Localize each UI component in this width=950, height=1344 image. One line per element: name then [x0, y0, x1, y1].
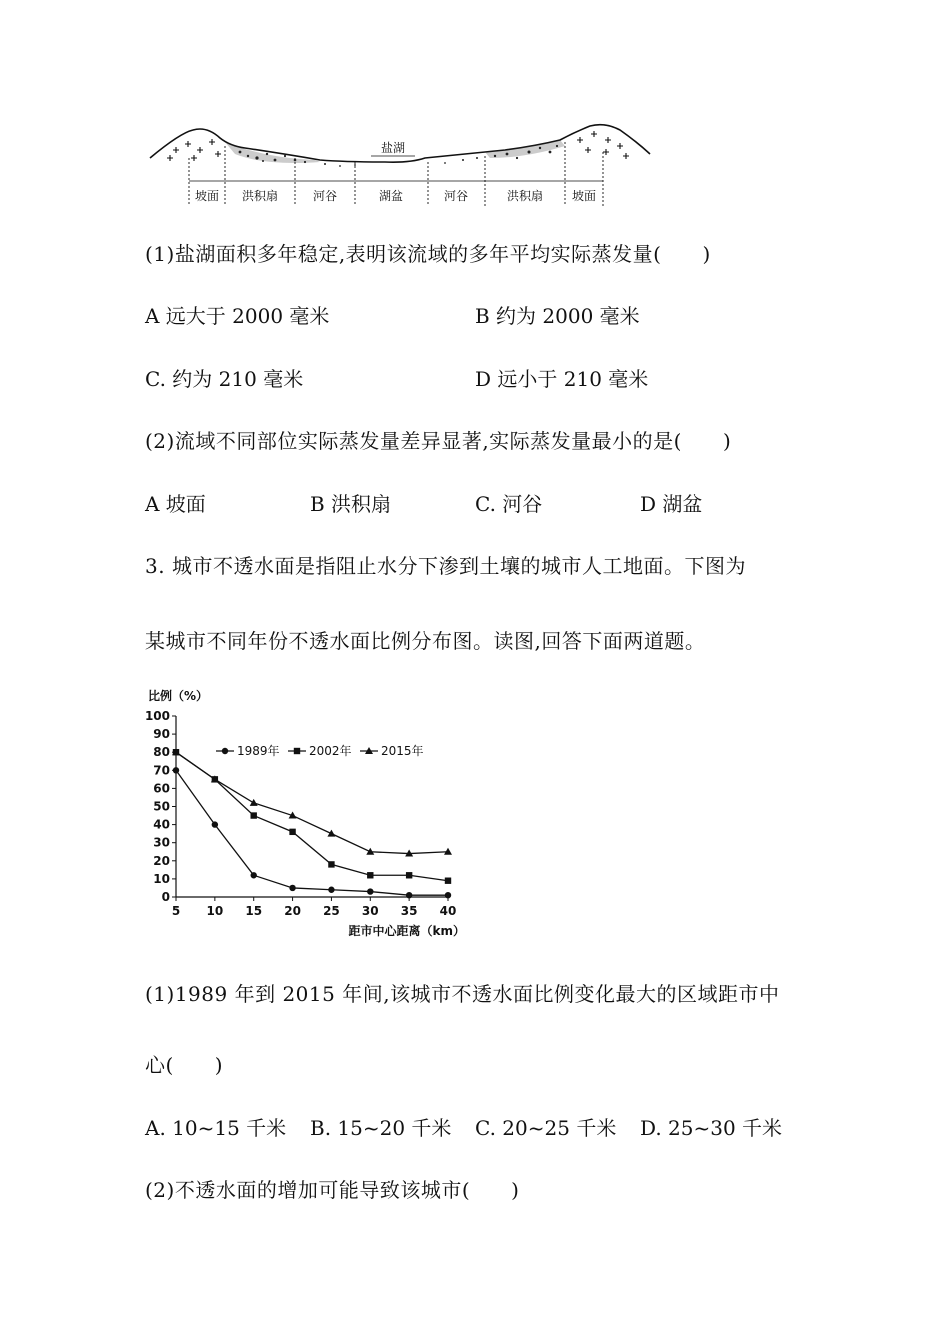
zone-label-alluvial-fan-right: 洪积扇 [506, 189, 544, 203]
y-tick-label: 50 [153, 799, 170, 814]
data-point-series-0 [289, 885, 295, 891]
x-tick-label: 15 [245, 904, 263, 918]
x-tick-label: 30 [361, 904, 379, 918]
data-point-series-1 [328, 861, 334, 867]
question-2-1-stem: (1)盐湖面积多年稳定,表明该流域的多年平均实际蒸发量( ) [145, 242, 711, 266]
data-point-series-0 [212, 821, 218, 827]
y-axis-label: 比例（%） [148, 689, 209, 703]
option-2-1-c[interactable]: C. 约为 210 毫米 [145, 367, 304, 391]
y-tick-label: 90 [153, 727, 170, 742]
y-tick-label: 10 [153, 871, 170, 886]
data-point-series-0 [367, 888, 373, 894]
y-tick-label: 20 [153, 853, 170, 868]
legend-label-2: 2015年 [381, 744, 424, 758]
question-2-2-stem: (2)流域不同部位实际蒸发量差异显著,实际蒸发量最小的是( ) [145, 429, 732, 453]
data-point-series-1 [367, 872, 373, 878]
y-tick-label: 80 [153, 745, 170, 760]
option-2-2-a[interactable]: A 坡面 [145, 492, 206, 516]
question-3-2-stem: (2)不透水面的增加可能导致该城市( ) [145, 1178, 520, 1202]
data-point-series-1 [251, 812, 257, 818]
y-tick-label: 40 [153, 817, 170, 832]
series-line-1 [176, 752, 448, 881]
y-tick-label: 70 [153, 763, 170, 778]
data-point-series-0 [173, 767, 179, 773]
data-point-series-1 [406, 872, 412, 878]
zone-label-lake-basin: 湖盆 [378, 189, 404, 203]
salt-lake-label: 盐湖 [380, 141, 406, 155]
basin-cross-section-diagram [145, 118, 660, 208]
data-point-series-1 [289, 829, 295, 835]
option-2-2-c[interactable]: C. 河谷 [475, 492, 543, 516]
option-2-2-d[interactable]: D 湖盆 [640, 492, 703, 516]
legend-label-1: 2002年 [309, 744, 352, 758]
x-tick-label: 25 [323, 904, 340, 918]
x-tick-label: 20 [284, 904, 301, 918]
x-tick-label: 40 [439, 904, 457, 918]
x-tick-label: 5 [171, 904, 181, 918]
legend-label-0: 1989年 [237, 744, 280, 758]
option-2-1-b[interactable]: B 约为 2000 毫米 [475, 304, 640, 328]
question-3-intro-line-2: 某城市不同年份不透水面比例分布图。读图,回答下面两道题。 [145, 629, 706, 653]
data-point-series-0 [251, 872, 257, 878]
y-tick-label: 0 [161, 890, 170, 904]
legend-marker-1 [294, 748, 300, 754]
data-point-series-2 [327, 830, 335, 837]
question-3-1-stem-line-1: (1)1989 年到 2015 年间,该城市不透水面比例变化最大的区域距市中 [145, 982, 780, 1006]
data-point-series-1 [445, 878, 451, 884]
option-3-1-b[interactable]: B. 15~20 千米 [310, 1116, 452, 1140]
question-3-1-stem-line-2: 心( ) [145, 1053, 224, 1077]
option-2-2-b[interactable]: B 洪积扇 [310, 492, 392, 516]
series-line-2 [176, 752, 448, 853]
x-axis-label: 距市中心距离（km） [348, 924, 465, 938]
data-point-series-0 [445, 892, 451, 898]
zone-label-river-valley-left: 河谷 [312, 189, 338, 203]
question-3-intro-line-1: 3. 城市不透水面是指阻止水分下渗到土壤的城市人工地面。下图为 [145, 554, 746, 578]
data-point-series-2 [250, 799, 258, 806]
option-2-1-a[interactable]: A 远大于 2000 毫米 [145, 304, 330, 328]
x-tick-label: 10 [206, 904, 224, 918]
option-2-1-d[interactable]: D 远小于 210 毫米 [475, 367, 649, 391]
option-3-1-a[interactable]: A. 10~15 千米 [145, 1116, 287, 1140]
zone-label-slope-left: 坡面 [194, 189, 220, 203]
impervious-surface-line-chart [140, 684, 480, 946]
data-point-series-0 [406, 892, 412, 898]
legend-marker-0 [222, 748, 228, 754]
y-tick-label: 100 [144, 709, 170, 723]
x-tick-label: 35 [400, 904, 418, 918]
y-tick-label: 30 [153, 835, 170, 850]
option-3-1-d[interactable]: D. 25~30 千米 [640, 1116, 783, 1140]
zone-label-river-valley-right: 河谷 [443, 189, 469, 203]
y-tick-label: 60 [153, 781, 170, 796]
data-point-series-0 [328, 887, 334, 893]
zone-label-slope-right: 坡面 [571, 189, 597, 203]
zone-label-alluvial-fan-left: 洪积扇 [241, 189, 279, 203]
option-3-1-c[interactable]: C. 20~25 千米 [475, 1116, 617, 1140]
